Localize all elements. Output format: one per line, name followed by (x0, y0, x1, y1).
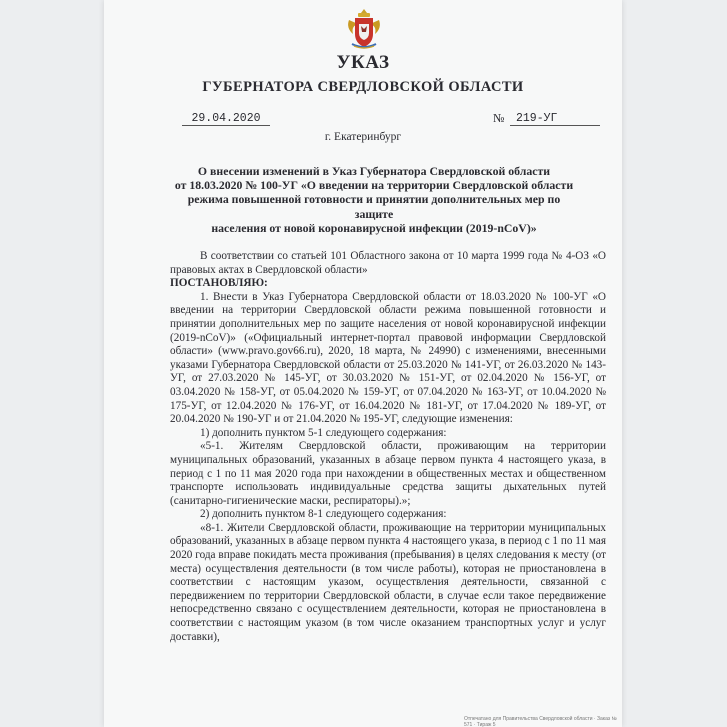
item-1-paragraph: 1. Внести в Указ Губернатора Свердловской области от 18.03.2020 № 100-УГ «О введении на территории Свердловской области режима повышенной готовности и принятии дополнительных мер по защите населения от новой коронавирусной инфекции (2019-nCoV)» («Официальный интернет-портал правовой информации Свердловской области» (www.pravo.gov66.ru), 2020, 18 марта, № 24990) с изменениями, внесенными указами Губернатора Свердловской области от 25.03.2020 № 141-УГ, от 26.03.2020 № 143-УГ, от 27.03.2020 № 145-УГ, от 30.03.2020 № 151-УГ, от 02.04.2020 № 156-УГ, от 03.04.2020 № 158-УГ, от 05.04.2020 № 159-УГ, от 07.04.2020 № 163-УГ, от 10.04.2020 № 175-УГ, от 12.04.2020 № 176-УГ, от 16.04.2020 № 181-УГ, от 17.04.2020 № 189-УГ, от 20.04.2020 № 190-УГ и от 21.04.2020 № 195-УГ, следующие изменения: (170, 290, 606, 426)
print-footnote: Отпечатано для Правительства Свердловской области · Заказ № 571 · Тираж 5 (464, 716, 617, 727)
document-title: УКАЗ (336, 52, 390, 73)
document-city: г. Екатеринбург (324, 131, 402, 143)
document-number: 219-УГ (510, 112, 600, 126)
document-date: 29.04.2020 (182, 112, 270, 126)
clause-5-1-paragraph: «5-1. Жителям Свердловской области, проживающим на территории муниципальных образований, указанных в абзаце первом пункта 4 настоящего указа, в период с 1 по 11 мая 2020 года при нахождении в общественных местах и общественном транспорте использовать индивидуальные средства защиты дыхательных путей (санитарно-гигиенические маски, респираторы).»; (170, 440, 606, 507)
number-label: № (493, 111, 505, 125)
subitem-1: 1) дополнить пунктом 5-1 следующего содержания: (200, 426, 447, 439)
decree-word: ПОСТАНОВЛЯЮ: (170, 277, 268, 290)
coat-of-arms-emblem (346, 8, 382, 50)
preamble-paragraph: В соответствии со статьей 101 Областного закона от 10 марта 1999 года № 4-ОЗ «О правовых актах в Свердловской области» (170, 250, 606, 276)
subject-line: О внесении изменений в Указ Губернатора Свердловской области (197, 164, 551, 178)
document-subject (174, 164, 574, 235)
subject-line: режима повышенной готовности и принятии дополнительных мер по защите (187, 192, 561, 221)
document-body (170, 250, 606, 644)
document-page (104, 0, 622, 727)
subject-line: от 18.03.2020 № 100-УГ «О введении на территории Свердловской области (174, 178, 574, 193)
subject-line: населения от новой коронавирусной инфекции (2019-nCoV)» (211, 220, 537, 235)
subitem-2: 2) дополнить пунктом 8-1 следующего содержания: (200, 508, 447, 521)
clause-8-1-paragraph: «8-1. Жители Свердловской области, проживающие на территории муниципальных образований, указанных в абзаце первом пункта 4 настоящего указа, в период с 1 по 11 мая 2020 года вправе покидать места проживания (пребывания) в целях следования к месту (от места) осуществления деятельности (в том числе работы), которая не приостановлена в соответствии с настоящим указом, осуществления деятельности, связанной с передвижением по территории Свердловской области, в случае если такое передвижение непосредственно связано с осуществлением деятельности, которая не приостановлена в соответствии с настоящим указом (в том числе оказанием транспортных услуг и услуг доставки), (170, 521, 606, 643)
document-issuer: ГУБЕРНАТОРА СВЕРДЛОВСКОЙ ОБЛАСТИ (202, 79, 524, 95)
